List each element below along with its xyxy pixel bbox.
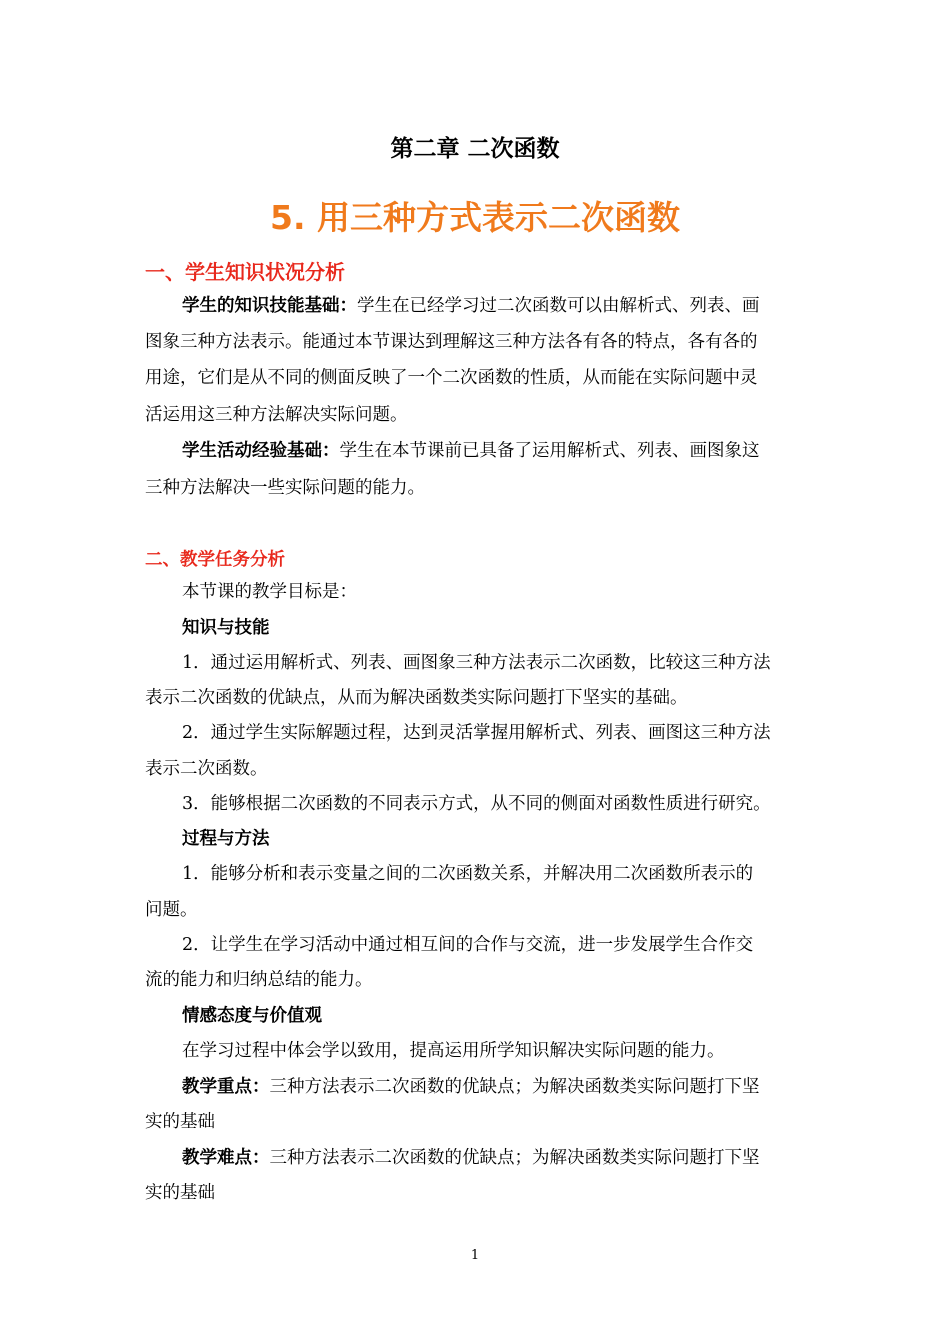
paragraph-line: 活运用这三种方法解决实际问题。 <box>145 405 408 425</box>
section-heading-1: 一、学生知识状况分析 <box>145 260 345 284</box>
paragraph-label: 学生的知识技能基础： <box>182 296 357 316</box>
section-heading-2: 二、教学任务分析 <box>145 550 285 570</box>
paragraph-line: 三种方法解决一些实际问题的能力。 <box>145 478 425 498</box>
paragraph-line: 图象三种方法表示。能通过本节课达到理解这三种方法各有各的特点，各有各的 <box>145 332 758 352</box>
key-point-label: 教学重点： <box>182 1077 270 1097</box>
difficulty-label: 教学难点： <box>182 1148 270 1168</box>
paragraph-line: 3．能够根据二次函数的不同表示方式，从不同的侧面对函数性质进行研究。 <box>182 794 771 814</box>
paragraph-line: 实的基础 <box>145 1112 215 1132</box>
paragraph-line: 2．让学生在学习活动中通过相互间的合作与交流，进一步发展学生合作交 <box>182 935 754 955</box>
paragraph-line: 教学重点：三种方法表示二次函数的优缺点；为解决函数类实际问题打下坚 <box>182 1077 760 1097</box>
paragraph-line: 2．通过学生实际解题过程，达到灵活掌握用解析式、列表、画图这三种方法 <box>182 723 771 743</box>
paragraph-line: 学生活动经验基础：学生在本节课前已具备了运用解析式、列表、画图象这 <box>182 441 760 461</box>
lesson-title: 5. 用三种方式表示二次函数 <box>270 198 680 237</box>
paragraph-label: 学生活动经验基础： <box>182 441 340 461</box>
subheading-attitude: 情感态度与价值观 <box>182 1006 322 1026</box>
paragraph-line: 在学习过程中体会学以致用，提高运用所学知识解决实际问题的能力。 <box>182 1041 725 1061</box>
paragraph-line: 实的基础 <box>145 1183 215 1203</box>
paragraph-line: 用途，它们是从不同的侧面反映了一个二次函数的性质，从而能在实际问题中灵 <box>145 368 758 388</box>
paragraph-line: 1．通过运用解析式、列表、画图象三种方法表示二次函数，比较这三种方法 <box>182 653 771 673</box>
subheading-process: 过程与方法 <box>182 829 270 849</box>
paragraph-line: 1．能够分析和表示变量之间的二次函数关系，并解决用二次函数所表示的 <box>182 864 754 884</box>
paragraph-line: 问题。 <box>145 900 198 920</box>
paragraph-line: 学生的知识技能基础：学生在已经学习过二次函数可以由解析式、列表、画 <box>182 296 760 316</box>
page-number: 1 <box>470 1248 480 1263</box>
paragraph-line: 表示二次函数的优缺点，从而为解决函数类实际问题打下坚实的基础。 <box>145 688 688 708</box>
paragraph-line: 教学难点：三种方法表示二次函数的优缺点；为解决函数类实际问题打下坚 <box>182 1148 760 1168</box>
chapter-title: 第二章 二次函数 <box>390 136 560 162</box>
subheading-knowledge: 知识与技能 <box>182 618 270 638</box>
paragraph-line: 流的能力和归纳总结的能力。 <box>145 970 373 990</box>
paragraph-line: 本节课的教学目标是： <box>182 582 357 602</box>
paragraph-line: 表示二次函数。 <box>145 759 268 779</box>
